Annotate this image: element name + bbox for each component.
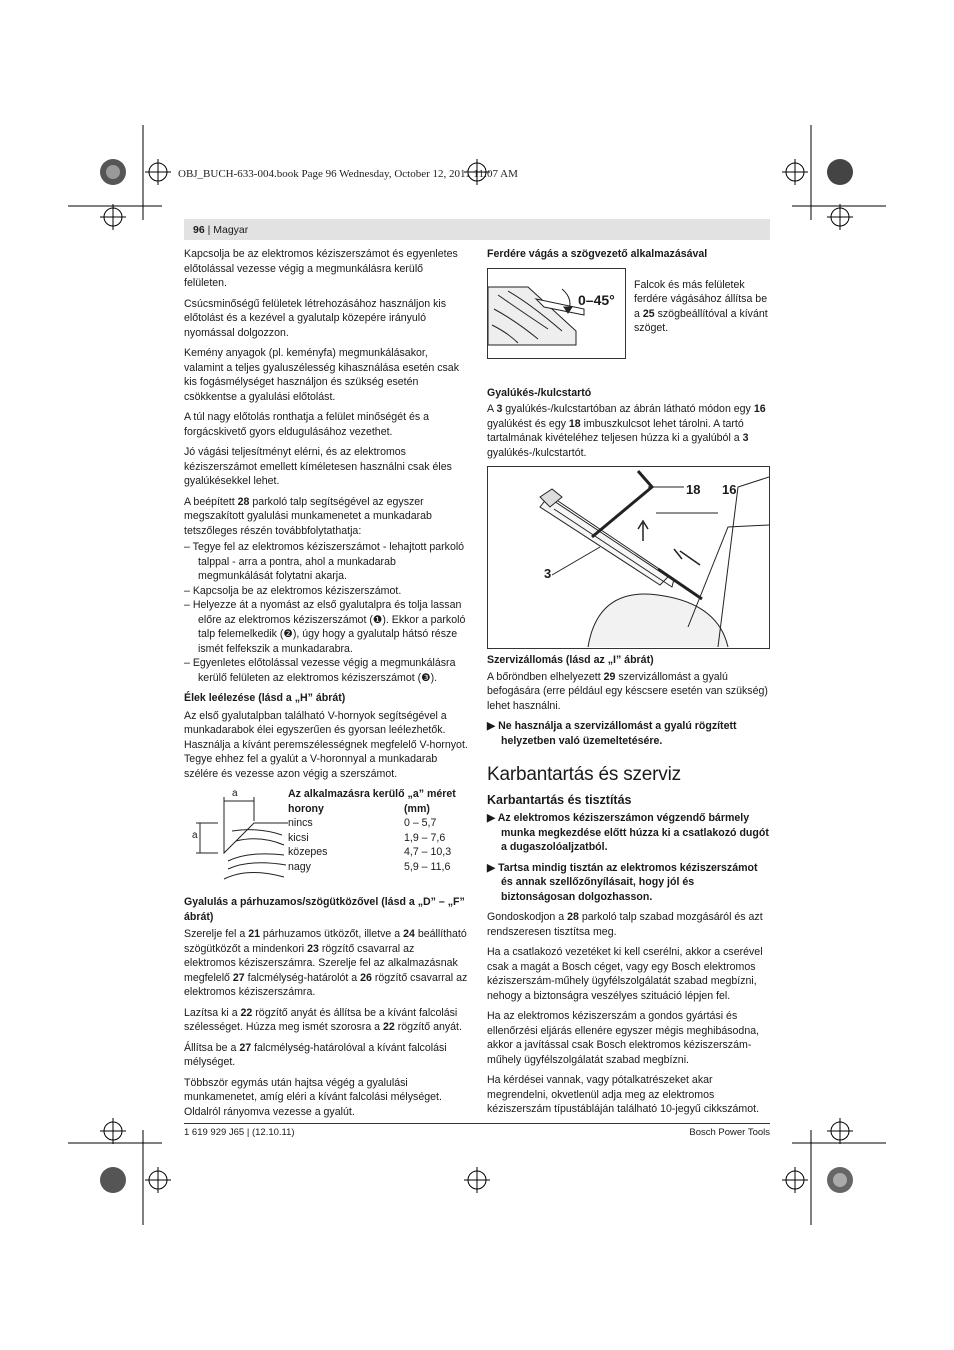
dimension-a-top: a xyxy=(232,788,238,799)
paragraph xyxy=(487,670,771,714)
paragraph: Kemény anyagok (pl. keményfa) megmunkálásakor, valamint a teljes gyaluszélesség kihasználása esetén csak kis fogásmélységet használjon és szükség esetén csökkentse a gyalulási előtolást. xyxy=(184,347,459,403)
label-18: 18 xyxy=(686,482,701,497)
table-row xyxy=(288,860,468,875)
label-3: 3 xyxy=(544,566,552,581)
header-bar xyxy=(184,219,770,240)
section-heading: Gyalúkés-/kulcstartó xyxy=(487,386,592,399)
table-row xyxy=(288,845,468,860)
paragraph: Ha az elektromos kéziszerszám a gondos gyártási és ellenőrzési eljárás ellenére egyszer mégis meghibásodna, akkor a javítással csak Bosch elektromos kéziszerszám-műhely ügyfélszolgálatát szabad megbízni. xyxy=(487,1010,760,1066)
text: rögzítő csavarral az elektromos kéziszerszámra. Szerelje fel az alkalmazásnak megfelelő xyxy=(184,942,458,984)
paragraph xyxy=(634,278,772,336)
bevel-angle-label: 0–45° xyxy=(578,291,615,308)
paragraph xyxy=(184,495,468,539)
print-info-line: OBJ_BUCH-633-004.book Page 96 Wednesday, October 12, 2011 11:07 AM xyxy=(178,168,518,180)
section-heading: Ferdére vágás a szögvezető alkalmazásával xyxy=(487,248,708,260)
ref-number: 28 xyxy=(237,495,250,508)
text: falcmélység-határolóval a kívánt falcolási mélységet. xyxy=(184,1041,447,1068)
table-cell: kicsi xyxy=(288,831,309,844)
paragraph xyxy=(184,1041,468,1070)
ref-number: 21 xyxy=(248,928,260,940)
label-16: 16 xyxy=(722,482,737,497)
ref-number: 3 xyxy=(742,432,749,444)
bevel-diagram xyxy=(488,269,625,358)
text: imbuszkulcsot lehet tárolni. A tartó tartalmának kivételéhez teljesen húzza ki a gyalúból a xyxy=(487,417,744,444)
edge-chamfer-block xyxy=(184,787,468,891)
table-cell: 1,9 – 7,6 xyxy=(404,831,446,844)
text: gyalúkés-/kulcstartóban az ábrán látható módon egy xyxy=(502,403,754,415)
paragraph: Kapcsolja be az elektromos kéziszerszámot és egyenletes előtolással vezesse végig a megmunkálásra kerülő felületen. xyxy=(184,248,458,289)
table-cell: 0 – 5,7 xyxy=(404,817,437,829)
ref-number: 26 xyxy=(360,971,372,984)
text: falcmélység-határolót a xyxy=(244,971,361,984)
left-column xyxy=(184,247,468,1125)
list-item: – Kapcsolja be az elektromos kéziszerszámot. xyxy=(184,584,402,597)
text: A bőröndben elhelyezett xyxy=(487,670,604,683)
paragraph xyxy=(184,1006,468,1035)
footer-doc-number: 1 619 929 J65 | (12.10.11) xyxy=(184,1127,295,1138)
text: szögbeállítóval a kívánt szöget. xyxy=(634,307,768,334)
text: rögzítő anyát. xyxy=(394,1021,462,1033)
text: parkoló talp segítségével az egyszer megszakított gyalulási munkamenetet a munkadarab tetszőleges részén továbbfolytathatja: xyxy=(184,495,432,537)
chamfer-table xyxy=(288,787,468,874)
text: párhuzamos ütközőt, illetve a xyxy=(259,928,404,940)
bevel-block xyxy=(487,264,771,376)
text: A beépített xyxy=(184,495,238,508)
text: parkoló talp szabad mozgásáról és azt rendszeresen tisztítsa meg. xyxy=(487,911,763,938)
ref-number: 22 xyxy=(383,1021,395,1033)
table-cell: közepes xyxy=(288,846,328,858)
blade-holder-figure xyxy=(487,466,770,649)
text: Lazítsa ki a xyxy=(184,1006,241,1019)
ref-number: 16 xyxy=(753,403,766,415)
table-row xyxy=(288,831,468,846)
list-item: – Helyezze át a nyomást az első gyalutalpra és tolja lassan előre az elektromos kéziszerszámot (❶). Ekkor a parkoló talp felemelkedik (❷), úgy hogy a gyalutalp hátsó része ismét felfekszik a munkadarabra. xyxy=(184,599,466,655)
section-heading: Gyalulás a párhuzamos/szögütközővel (lásd a „D” – „F” ábrát) xyxy=(184,896,465,923)
paragraph: Csúcsminőségű felületek létrehozásához használjon kis előtolást és a kezével a gyalutalp közepére irányuló nyomással dolgozzon. xyxy=(184,297,447,339)
section-heading: Szervizállomás (lásd az „I” ábrát) xyxy=(487,654,654,666)
paragraph: Ha a csatlakozó vezetéket ki kell cserélni, akkor a cserével csak a magát a Bosch céget, vagy egy Bosch elektromos kéziszerszám-műhely ügyfélszolgálatát szabad megbízni, nehogy a biztonságra veszélyes szituáció lépjen fel. xyxy=(487,946,763,1002)
table-row xyxy=(288,816,468,831)
text: beállítható szögütközőt a mindenkori xyxy=(184,928,467,955)
text: rögzítő anyát és állítsa be a kívánt falcolási szélességet. Húzza meg ismét szorosra a xyxy=(184,1006,458,1033)
dimension-a-left: a xyxy=(192,830,198,841)
table-cell: 5,9 – 11,6 xyxy=(404,860,451,873)
list-item: – Egyenletes előtolással vezesse végig a megmunkálásra kerülő felületen az elektromos kéziszerszámot (❸). xyxy=(184,657,456,684)
table-cell: nincs xyxy=(288,817,313,829)
right-column xyxy=(487,247,771,1123)
paragraph: Jó vágási teljesítményt elérni, és az elektromos kéziszerszámot emellett kíméletesen használni csak éles gyalúkésekkel lehet. xyxy=(184,446,452,487)
ref-number: 23 xyxy=(307,942,319,955)
paragraph: Az első gyalutalpban található V-hornyok segítségével a munkadarabok élei egyszerűen és gyorsan leélezhetők. Használja a kívánt peremszélességnek megfelelő V-hornyot. Tegye ehhez fel a gyalút a V-horonnyal a munkadarab szélére és vezesse azon végig a szerszámot. xyxy=(184,709,468,780)
text: gyalúkést és egy xyxy=(487,417,569,430)
list-item: – Tegye fel az elektromos kéziszerszámot - lehajtott parkoló talppal - arra a pontra, ahol a munkadarab megmunkálását folytatni akarja. xyxy=(184,541,465,582)
ref-number: 29 xyxy=(603,670,616,683)
warning-item: ▶ Tartsa mindig tisztán az elektromos kéziszerszámot és annak szellőzőnyílásait, hogy jól és biztonságosan dolgozhasson. xyxy=(487,861,758,903)
footer-brand: Bosch Power Tools xyxy=(689,1127,770,1138)
text: A xyxy=(487,403,497,415)
text: szervizállomást a gyalú befogására (erre például egy késcsere esetén van szükség) lehet használni. xyxy=(487,670,768,712)
chamfer-diagram xyxy=(188,791,288,881)
text: Falcok és más felületek ferdére vágásához állítsa be a xyxy=(634,278,768,320)
ref-number: 25 xyxy=(642,307,655,320)
text: Szerelje fel a xyxy=(184,928,249,940)
text: Állítsa be a xyxy=(184,1041,240,1054)
paragraph xyxy=(184,927,468,1000)
header-separator: | xyxy=(204,224,214,236)
paragraph: A túl nagy előtolás ronthatja a felület minőségét és a forgácskivető gyors eldugulásához vezethet. xyxy=(184,411,429,438)
paragraph xyxy=(487,910,771,939)
paragraph xyxy=(487,402,771,460)
footer-rule xyxy=(184,1123,770,1124)
table-cell: 4,7 – 10,3 xyxy=(404,846,452,858)
ref-number: 27 xyxy=(232,971,245,984)
sub-heading: Karbantartás és tisztítás xyxy=(487,792,632,807)
bevel-figure xyxy=(487,268,626,359)
ref-number: 27 xyxy=(239,1041,252,1054)
page-number: 96 xyxy=(193,224,205,236)
text: gyalúkés-/kulcstartót. xyxy=(487,446,587,459)
paragraph: Többször egymás után hajtsa végég a gyalulási munkamenetet, amíg eléri a kívánt falcolási mélységet. Oldalról rányomva vezesse a gyalút. xyxy=(184,1076,442,1118)
ref-number: 22 xyxy=(240,1006,253,1019)
main-heading: Karbantartás és szerviz xyxy=(487,764,681,785)
table-cell: nagy xyxy=(288,860,311,873)
paragraph: Ha kérdései vannak, vagy pótalkatrészeket akar megrendelni, okvetlenül adja meg az elektromos kéziszerszám típustábláján található 10-jegyű cikkszámot. xyxy=(487,1074,760,1115)
table-header: horony xyxy=(288,802,324,815)
text: rögzítő csavarral az elektromos kéziszerszámra. xyxy=(184,971,468,998)
warning-item: ▶ Az elektromos kéziszerszámon végzendő bármely munka megkezdése előtt húzza ki a csatlakozó dugót a dugaszolóaljzatból. xyxy=(487,812,769,853)
ref-number: 18 xyxy=(568,417,581,430)
text: Gondoskodjon a xyxy=(487,911,568,923)
page-header xyxy=(193,224,248,236)
ref-number: 3 xyxy=(496,403,503,415)
ref-number: 28 xyxy=(567,911,579,923)
warning-item: ▶ Ne használja a szervizállomást a gyalú rögzített helyzetben való üzemeltetésére. xyxy=(487,720,737,747)
table-title: Az alkalmazásra kerülő „a” méret xyxy=(288,788,456,800)
table-header: (mm) xyxy=(404,802,430,815)
section-heading: Élek leélezése (lásd a „H” ábrát) xyxy=(184,692,346,704)
header-language: Magyar xyxy=(213,224,249,236)
ref-number: 24 xyxy=(403,928,415,940)
